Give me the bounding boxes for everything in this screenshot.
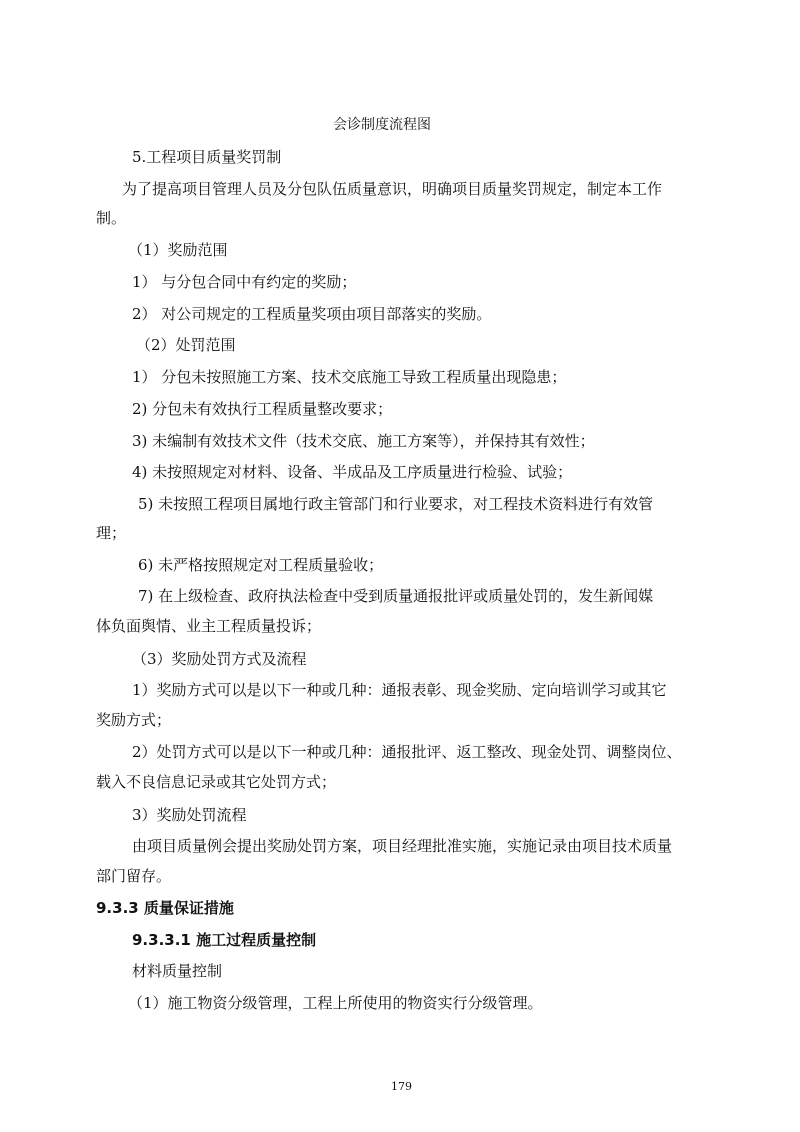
list-item: 1） 分包未按照施工方案、技术交底施工导致工程质量出现隐患； — [132, 368, 567, 386]
paragraph-line: 1）奖励方式可以是以下一种或几种：通报表彰、现金奖励、定向培训学习或其它 — [132, 681, 667, 699]
paragraph-line: 部门留存。 — [96, 867, 172, 885]
paragraph-line: 材料质量控制 — [132, 962, 223, 980]
subsection-title: （3）奖励处罚方式及流程 — [132, 650, 307, 668]
paragraph-line: 载入不良信息记录或其它处罚方式； — [96, 773, 337, 791]
list-item-continuation: 体负面舆情、业主工程质量投诉； — [96, 617, 322, 635]
list-item: 6) 未严格按照规定对工程质量验收； — [138, 556, 384, 574]
list-item: 5) 未按照工程项目属地行政主管部门和行业要求，对工程技术资料进行有效管 — [138, 495, 654, 513]
paragraph-line: 3）奖励处罚流程 — [132, 806, 247, 824]
paragraph-line: 制。 — [96, 209, 127, 227]
subsection-title: （1）奖励范围 — [128, 241, 228, 259]
list-item: 2) 分包未有效执行工程质量整改要求； — [132, 400, 393, 418]
paragraph-line: 2）处罚方式可以是以下一种或几种：通报批评、返工整改、现金处罚、调整岗位、 — [132, 743, 682, 761]
paragraph-line: 为了提高项目管理人员及分包队伍质量意识，明确项目质量奖罚规定，制定本工作 — [122, 180, 663, 198]
list-item: 1） 与分包合同中有约定的奖励； — [132, 273, 357, 291]
list-item: 2） 对公司规定的工程质量奖项由项目部落实的奖励。 — [132, 305, 492, 323]
list-item: 3) 未编制有效技术文件（技术交底、施工方案等），并保持其有效性； — [132, 432, 595, 450]
paragraph-line: （1）施工物资分级管理，工程上所使用的物资实行分级管理。 — [128, 994, 543, 1012]
page-number: 179 — [391, 1080, 412, 1093]
heading-level-3: 9.3.3 质量保证措施 — [96, 899, 234, 917]
list-item-continuation: 理； — [96, 524, 127, 542]
paragraph-line: 由项目质量例会提出奖励处罚方案，项目经理批准实施，实施记录由项目技术质量 — [132, 837, 673, 855]
list-item: 4) 未按照规定对材料、设备、半成品及工序质量进行检验、试验； — [132, 463, 573, 481]
list-item: 7) 在上级检查、政府执法检查中受到质量通报批评或质量处罚的，发生新闻媒 — [138, 587, 654, 605]
paragraph-line: 奖励方式； — [96, 711, 172, 729]
section-title: 5.工程项目质量奖罚制 — [132, 148, 282, 166]
heading-level-4: 9.3.3.1 施工过程质量控制 — [132, 931, 317, 949]
figure-caption: 会诊制度流程图 — [333, 117, 431, 133]
subsection-title: （2）处罚范围 — [136, 336, 236, 354]
